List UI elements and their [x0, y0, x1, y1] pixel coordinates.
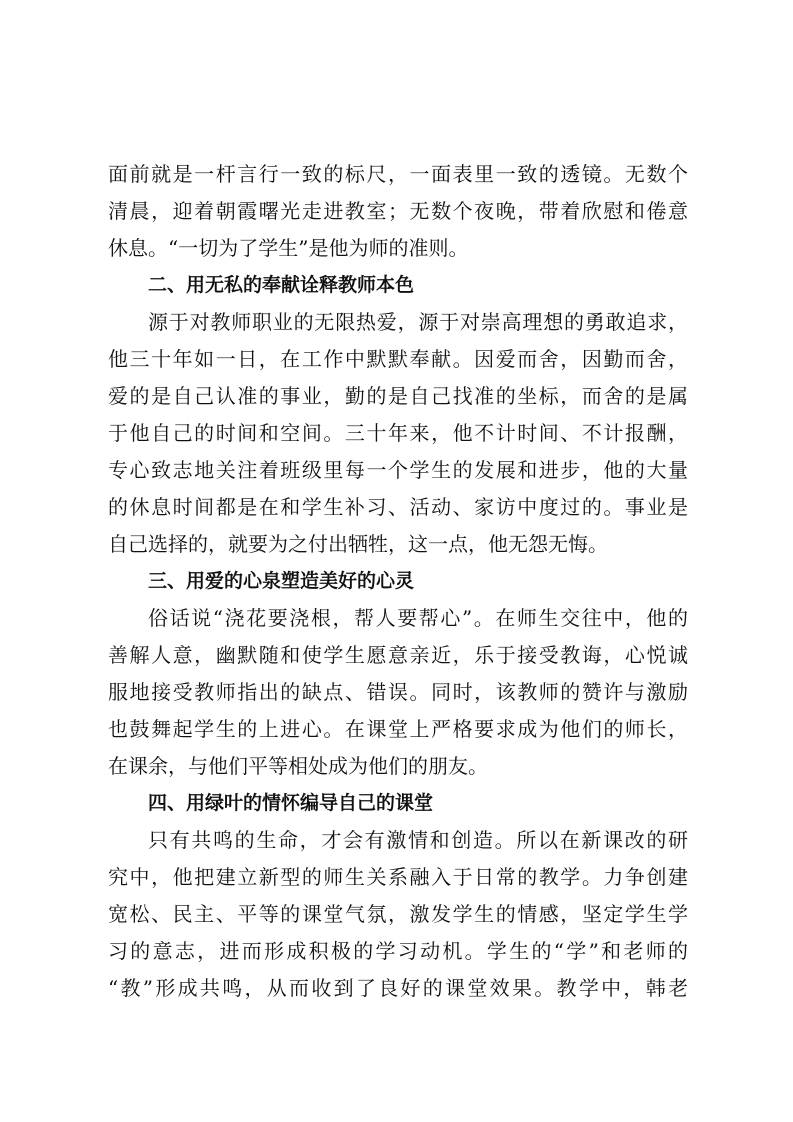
- text-line: 休息。“一切为了学生”是他为师的准则。: [108, 236, 469, 260]
- text-line: 清晨，迎着朝霞曙光走进教室；无数个夜晚，带着欣慰和倦意: [108, 199, 688, 223]
- text-line: 面前就是一杆言行一致的标尺，一面表里一致的透镜。无数个: [108, 162, 688, 186]
- text-line: 习的意志，进而形成积极的学习动机。学生的“学”和老师的: [108, 939, 688, 963]
- text-line: 俗话说“浇花要浇根，帮人要帮心”。在师生交往中，他的: [148, 606, 688, 630]
- text-line: 只有共鸣的生命，才会有激情和创造。所以在新课改的研: [148, 828, 688, 852]
- text-line: 自己选择的，就要为之付出牺牲，这一点，他无怨无悔。: [108, 532, 608, 556]
- text-line: 爱的是自己认准的事业，勤的是自己找准的坐标，而舍的是属: [108, 384, 688, 408]
- text-line: 善解人意，幽默随和使学生愿意亲近，乐于接受教诲，心悦诚: [108, 643, 688, 667]
- text-line: 专心致志地关注着班级里每一个学生的发展和进步，他的大量: [108, 458, 688, 482]
- text-line: 源于对教师职业的无限热爱，源于对崇高理想的勇敢追求，: [148, 310, 688, 334]
- text-line: 在课余，与他们平等相处成为他们的朋友。: [108, 754, 488, 778]
- section-heading: 四、用绿叶的情怀编导自己的课堂: [148, 792, 434, 814]
- text-line: 也鼓舞起学生的上进心。在课堂上严格要求成为他们的师长，: [108, 717, 688, 741]
- text-line: 究中，他把建立新型的师生关系融入于日常的教学。力争创建: [108, 865, 688, 889]
- text-line: “教”形成共鸣，从而收到了良好的课堂效果。教学中，韩老: [108, 976, 688, 1000]
- text-line: 服地接受教师指出的缺点、错误。同时，该教师的赞许与激励: [108, 680, 688, 704]
- section-heading: 三、用爱的心泉塑造美好的心灵: [148, 570, 415, 592]
- text-line: 宽松、民主、平等的课堂气氛，激发学生的情感，坚定学生学: [108, 902, 688, 926]
- section-heading: 二、用无私的奉献诠释教师本色: [148, 274, 415, 296]
- text-line: 的休息时间都是在和学生补习、活动、家访中度过的。事业是: [108, 495, 688, 519]
- text-line: 于他自己的时间和空间。三十年来，他不计时间、不计报酬，: [108, 421, 688, 445]
- text-line: 他三十年如一日，在工作中默默奉献。因爱而舍，因勤而舍，: [108, 347, 688, 371]
